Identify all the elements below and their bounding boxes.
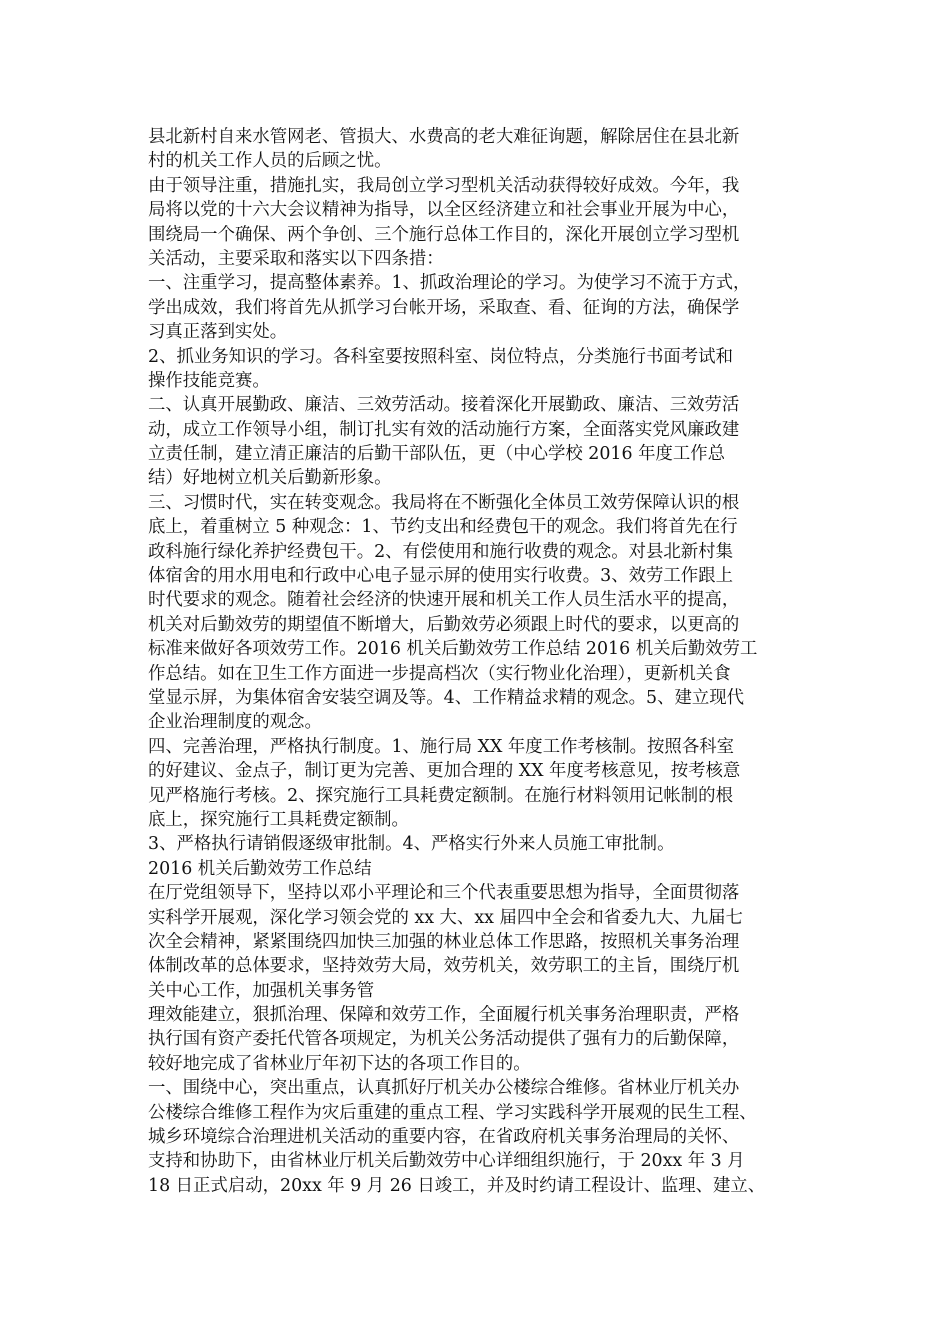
text-line: 政科施行绿化养护经费包干。2、有偿使用和施行收费的观念。对县北新村集 xyxy=(148,541,733,562)
text-line: 局将以党的十六大会议精神为指导，以全区经济建立和社会事业开展为中心， xyxy=(148,200,740,221)
text-line: 18 日正式启动，20xx 年 9 月 26 日竣工，并及时约请工程设计、监理、建立、 xyxy=(148,1175,766,1196)
text-line: 体宿舍的用水用电和行政中心电子显示屏的使用实行收费。3、效劳工作跟上 xyxy=(148,566,733,587)
text-line: 底上，探究施行工具耗费定额制。 xyxy=(148,809,409,830)
text-line: 企业治理制度的观念。 xyxy=(148,712,322,733)
text-line: 执行国有资产委托代管各项规定，为机关公务活动提供了强有力的后勤保障， xyxy=(148,1029,740,1050)
text-line: 关活动，主要采取和落实以下四条措： xyxy=(148,248,444,269)
text-line: 学出成效，我们将首先从抓学习台帐开场，采取查、看、征询的方法，确保学 xyxy=(148,297,740,318)
text-line: 体制改革的总体要求，坚持效劳大局，效劳机关，效劳职工的主旨，围绕厅机 xyxy=(148,956,740,977)
text-line: 标准来做好各项效劳工作。2016 机关后勤效劳工作总结 2016 机关后勤效劳工 xyxy=(148,639,758,660)
text-line: 围绕局一个确保、两个争创、三个施行总体工作目的，深化开展创立学习型机 xyxy=(148,224,740,245)
text-line: 立责任制，建立清正廉洁的后勤干部队伍，更（中心学校 2016 年度工作总 xyxy=(148,444,726,465)
text-line: 的好建议、金点子，制订更为完善、更加合理的 XX 年度考核意见，按考核意 xyxy=(148,761,741,782)
text-line: 支持和协助下，由省林业厅机关后勤效劳中心详细组织施行，于 20xx 年 3 月 xyxy=(148,1151,745,1172)
text-line: 公楼综合维修工程作为灾后重建的重点工程、学习实践科学开展观的民生工程、 xyxy=(148,1102,757,1123)
text-line xyxy=(148,1198,812,1222)
text-line: 时代要求的观念。随着社会经济的快速开展和机关工作人员生活水平的提高， xyxy=(148,590,740,611)
text-line: 三、习惯时代，实在转变观念。我局将在不断强化全体员工效劳保障认识的根 xyxy=(148,492,740,513)
text-line: 机关对后勤效劳的期望值不断增大，后勤效劳必须跟上时代的要求，以更高的 xyxy=(148,614,740,635)
text-line: 结）好地树立机关后勤新形象。 xyxy=(148,468,392,489)
text-line: 理效能建立，狠抓治理、保障和效劳工作，全面履行机关事务治理职责，严格 xyxy=(148,1005,740,1026)
text-line: 动，成立工作领导小组，制订扎实有效的活动施行方案，全面落实党风廉政建 xyxy=(148,419,740,440)
text-line: 城乡环境综合治理进机关活动的重要内容，在省政府机关事务治理局的关怀、 xyxy=(148,1127,740,1148)
text-line: 关中心工作，加强机关事务管 xyxy=(148,980,375,1001)
section-heading: 2016 机关后勤效劳工作总结 xyxy=(148,858,372,879)
text-line: 二、认真开展勤政、廉洁、三效劳活动。接着深化开展勤政、廉洁、三效劳活 xyxy=(148,395,740,416)
text-line: 见严格施行考核。2、探究施行工具耗费定额制。在施行材料领用记帐制的根 xyxy=(148,785,733,806)
text-line: 堂显示屏，为集体宿舍安装空调及等。4、工作精益求精的观念。5、建立现代 xyxy=(148,687,745,708)
text-line: 底上，着重树立 5 种观念：1、节约支出和经费包干的观念。我们将首先在行 xyxy=(148,517,738,538)
text-line: 一、注重学习，提高整体素养。1、抓政治理论的学习。为使学习不流于方式， xyxy=(148,273,751,294)
document-body xyxy=(148,125,812,1223)
text-line: 在厅党组领导下，坚持以邓小平理论和三个代表重要思想为指导，全面贯彻落 xyxy=(148,883,740,904)
text-line: 县北新村自来水管网老、管损大、水费高的老大难征询题，解除居住在县北新 xyxy=(148,127,740,147)
text-line: 较好地完成了省林业厅年初下达的各项工作目的。 xyxy=(148,1053,531,1074)
text-line: 实科学开展观，深化学习领会党的 xx 大、xx 届四中全会和省委九大、九届七 xyxy=(148,907,743,928)
text-line: 由于领导注重，措施扎实，我局创立学习型机关活动获得较好成效。今年，我 xyxy=(148,175,740,196)
text-line: 2、抓业务知识的学习。各科室要按照科室、岗位特点，分类施行书面考试和 xyxy=(148,346,733,367)
text-line: 次全会精神，紧紧围绕四加快三加强的林业总体工作思路，按照机关事务治理 xyxy=(148,931,740,952)
text-line: 一、围绕中心，突出重点，认真抓好厅机关办公楼综合维修。省林业厅机关办 xyxy=(148,1078,740,1099)
text-line: 习真正落到实处。 xyxy=(148,322,288,343)
text-line: 3、严格执行请销假逐级审批制。4、严格实行外来人员施工审批制。 xyxy=(148,834,675,855)
text-line: 作总结。如在卫生工作方面进一步提高档次（实行物业化治理），更新机关食 xyxy=(148,663,731,684)
text-line: 四、完善治理，严格执行制度。1、施行局 XX 年度工作考核制。按照各科室 xyxy=(148,736,734,757)
text-line: 村的机关工作人员的后顾之忧。 xyxy=(148,151,392,172)
text-line: 操作技能竞赛。 xyxy=(148,370,270,391)
